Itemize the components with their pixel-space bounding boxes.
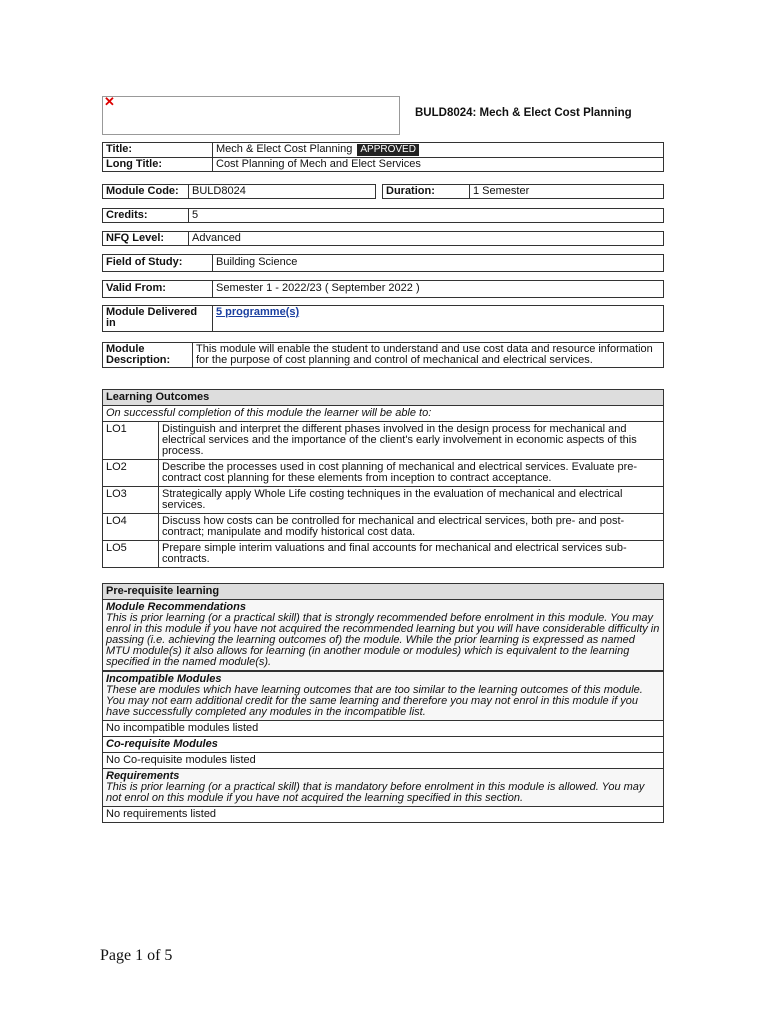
nfq-table	[102, 231, 664, 246]
nfq-label: NFQ Level:	[103, 232, 189, 246]
duration-table	[382, 184, 664, 199]
lo-code: LO1	[103, 422, 159, 460]
recommendations-title: Module Recommendations	[106, 601, 246, 613]
title-value: Mech & Elect Cost Planning	[216, 143, 353, 155]
incompatible-block	[103, 671, 663, 720]
description-table	[102, 342, 664, 368]
table-row	[103, 487, 663, 514]
credits-table	[102, 208, 664, 223]
lo-code: LO3	[103, 487, 159, 514]
long-title-label: Long Title:	[103, 158, 213, 172]
duration-label: Duration:	[383, 185, 470, 199]
recommendations-text: This is prior learning (or a practical skill) that is strongly recommended before enrolment in this module. You may enrol in this module if you have not acquired the recommended learning but you will have considerable difficulty in passing (i.e. achieving the learning outcomes of) the module. While the prior learning is expressed as named MTU module(s) it also allows for learning (in another module or modules) which is equivalent to the learning specified in the named module(s).	[106, 612, 660, 668]
module-code-table	[102, 184, 376, 199]
valid-value: Semester 1 - 2022/23 ( September 2022 )	[213, 281, 664, 298]
corequisite-none: No Co-requisite modules listed	[103, 752, 663, 768]
table-row	[103, 514, 663, 541]
field-value: Building Science	[213, 255, 664, 272]
incompatible-text: These are modules which have learning outcomes that are too similar to the learning outcomes of this module. You may not earn additional credit for the same learning and therefore you may not enrol in this module if you have successfully completed any modules in the incompatible list.	[106, 684, 643, 718]
corequisite-title: Co-requisite Modules	[103, 736, 663, 752]
description-value: This module will enable the student to understand and use cost data and resource information for the purpose of cost planning and control of mechanical and electrical services.	[193, 343, 664, 368]
title-label: Title:	[103, 143, 213, 158]
page-number: Page 1 of 5	[100, 947, 173, 964]
lo-text: Discuss how costs can be controlled for mechanical and electrical services, both pre- and post-contract; manipulate and modify historical cost data.	[159, 514, 664, 541]
learning-outcomes-intro: On successful completion of this module the learner will be able to:	[106, 407, 432, 419]
prerequisites-heading: Pre-requisite learning	[103, 584, 663, 600]
delivered-label: Module Delivered in	[103, 306, 213, 332]
valid-from-table	[102, 280, 664, 298]
requirements-text: This is prior learning (or a practical skill) that is mandatory before enrolment in this module is allowed. You may not enrol on this module if you have not acquired the learning specified in this section.	[106, 781, 645, 804]
long-title-value: Cost Planning of Mech and Elect Services	[213, 158, 664, 172]
recommendations-block	[103, 600, 663, 671]
lo-text: Prepare simple interim valuations and final accounts for mechanical and electrical services sub-contracts.	[159, 541, 664, 568]
requirements-title: Requirements	[106, 770, 180, 782]
module-code-label: Module Code:	[103, 185, 189, 199]
table-row	[103, 422, 663, 460]
broken-image-icon: ✕	[104, 94, 115, 109]
programmes-link[interactable]: 5 programme(s)	[216, 306, 300, 318]
field-label: Field of Study:	[103, 255, 213, 272]
lo-code: LO4	[103, 514, 159, 541]
lo-text: Strategically apply Whole Life costing techniques in the evaluation of mechanical and electrical services.	[159, 487, 664, 514]
credits-label: Credits:	[103, 209, 189, 223]
learning-outcomes-section	[102, 389, 664, 568]
description-label: Module Description:	[103, 343, 193, 368]
valid-label: Valid From:	[103, 281, 213, 298]
lo-text: Distinguish and interpret the different phases involved in the design process for mechanical and electrical services and the importance of the client's early involvement in economic aspects of this process.	[159, 422, 664, 460]
status-badge: APPROVED	[357, 144, 419, 156]
requirements-block	[103, 768, 663, 806]
logo-placeholder	[102, 96, 400, 135]
duration-value: 1 Semester	[470, 185, 664, 199]
requirements-none: No requirements listed	[103, 806, 663, 822]
credits-value: 5	[189, 209, 664, 223]
lo-code: LO2	[103, 460, 159, 487]
lo-text: Describe the processes used in cost planning of mechanical and electrical services. Evaluate pre-contract cost planning for these elements from inception to contract acceptance.	[159, 460, 664, 487]
learning-outcomes-heading: Learning Outcomes	[103, 390, 663, 406]
page-title: BULD8024: Mech & Elect Cost Planning	[415, 107, 632, 119]
table-row	[103, 460, 663, 487]
incompatible-none: No incompatible modules listed	[103, 720, 663, 736]
learning-outcomes-table	[103, 421, 663, 567]
lo-code: LO5	[103, 541, 159, 568]
nfq-value: Advanced	[189, 232, 664, 246]
prerequisites-section	[102, 583, 664, 823]
title-table	[102, 142, 664, 172]
delivered-value-cell	[213, 306, 664, 332]
table-row	[103, 541, 663, 568]
delivered-table	[102, 305, 664, 332]
field-of-study-table	[102, 254, 664, 272]
title-value-cell	[213, 143, 664, 158]
module-code-value: BULD8024	[189, 185, 376, 199]
incompatible-title: Incompatible Modules	[106, 673, 222, 685]
